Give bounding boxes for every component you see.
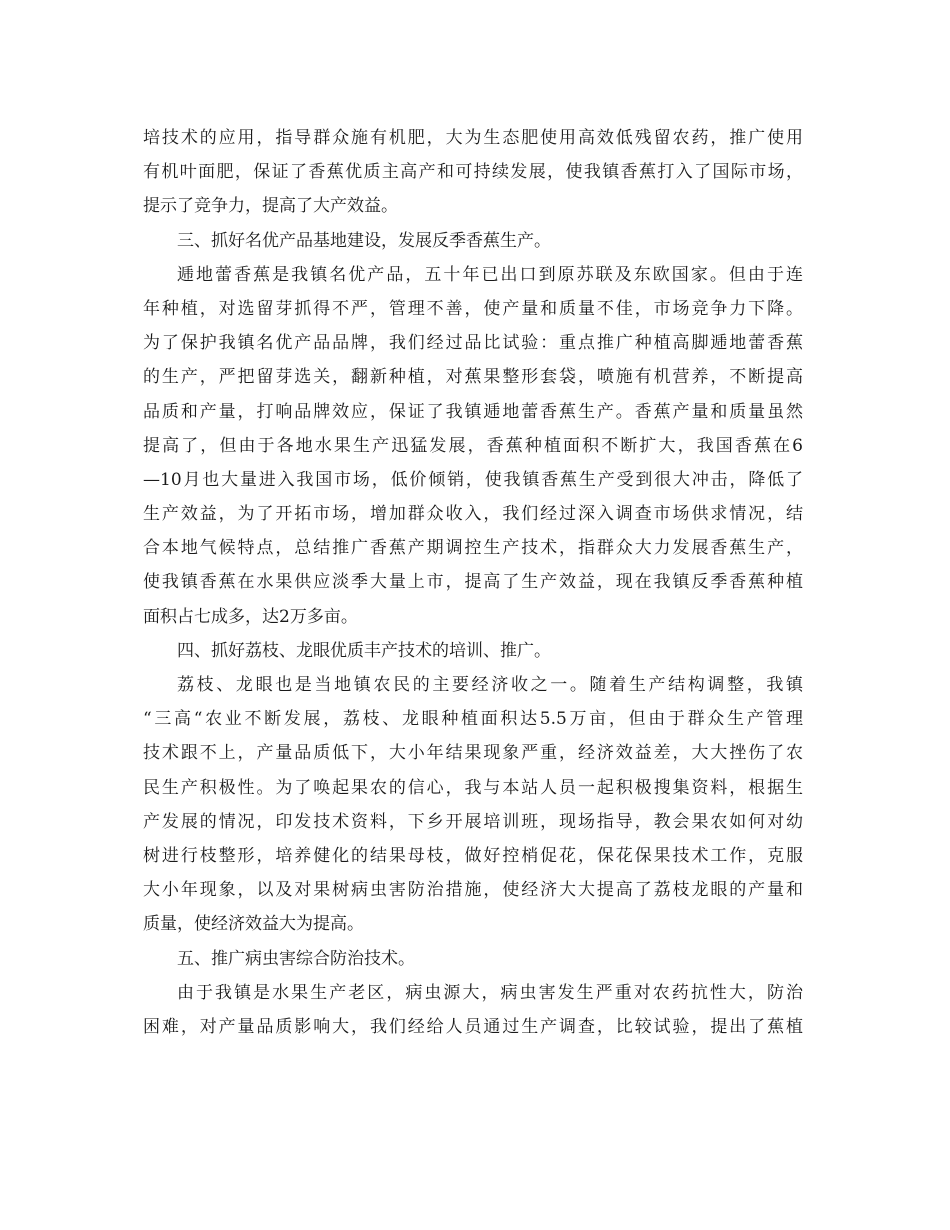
text-line: 困难，对产量品质影响大，我们经给人员通过生产调查，比较试验，提出了蕉植 xyxy=(143,1016,803,1037)
heading-text: 三、抓好名优产品基地建设，发展反季香蕉生产。 xyxy=(177,230,551,251)
text-line: 使我镇香蕉在水果供应淡季大量上市，提高了生产效益，现在我镇反季香蕉种植 xyxy=(143,572,803,593)
section-heading xyxy=(143,634,803,668)
body-paragraph xyxy=(143,121,803,224)
text-line: 大小年现象，以及对果树病虫害防治措施，使经济大大提高了荔枝龙眼的产量和 xyxy=(143,880,803,901)
text-line: 提示了竞争力，提高了大产效益。 xyxy=(143,196,398,217)
text-line: 质量，使经济效益大为提高。 xyxy=(143,914,364,935)
text-line: 逓地蕾香蕉是我镇名优产品，五十年已出口到原苏联及东欧国家。但由于连 xyxy=(177,264,803,285)
text-line: 培技术的应用，指导群众施有机肥，大为生态肥使用高效低残留农药，推广使用 xyxy=(143,128,803,148)
text-line: 荔枝、龙眼也是当地镇农民的主要经济收之一。随着生产结构调整，我镇 xyxy=(177,675,803,695)
text-line: 品质和产量，打响品牌效应，保证了我镇逓地蕾香蕉生产。香蕉产量和质量虽然 xyxy=(143,401,803,422)
text-line: 的生产，严把留芽选关，翻新种植，对蕉果整形套袋，喷施有机营养，不断提高 xyxy=(143,367,803,388)
text-line: 为了保护我镇名优产品品牌，我们经过品比试验：重点推广种植高脚逓地蕾香蕉 xyxy=(143,333,803,354)
heading-text: 五、推广病虫害综合防治技术。 xyxy=(177,948,415,969)
heading-text: 四、抓好荔枝、龙眼优质丰产技术的培训、推广。 xyxy=(177,640,551,661)
body-paragraph xyxy=(143,258,803,634)
text-line: 合本地气候特点，总结推广香蕉产期调控生产技术，指群众大力发展香蕉生产， xyxy=(143,538,803,559)
text-line: 民生产积极性。为了唤起果农的信心，我与本站人员一起积极搜集资料，根据生 xyxy=(143,777,803,798)
body-paragraph xyxy=(143,976,803,1044)
text-line: 产发展的情况，印发技术资料，下乡开展培训班，现场指导，教会果农如何对幼 xyxy=(143,811,803,832)
text-line: 提高了，但由于各地水果生产迅猛发展，香蕉种植面积不断扩大，我国香蕉在6 xyxy=(143,435,803,456)
section-heading xyxy=(143,224,803,258)
text-line: “三高“农业不断发展，荔枝、龙眼种植面积达5.5万亩，但由于群众生产管理 xyxy=(143,709,803,730)
text-line: 树进行枝整形，培养健化的结果母枝，做好控梢促花，保花保果技术工作，克服 xyxy=(143,845,803,866)
text-line: 面积占七成多，达2万多亩。 xyxy=(143,606,358,627)
document-body xyxy=(143,121,803,1044)
text-line: 由于我镇是水果生产老区，病虫源大，病虫害发生严重对农药抗性大，防治 xyxy=(177,982,803,1003)
section-heading xyxy=(143,942,803,976)
body-paragraph xyxy=(143,668,803,942)
text-line: 生产效益，为了开拓市场，增加群众收入，我们经过深入调查市场供求情况，结 xyxy=(143,504,803,525)
text-line: 有机叶面肥，保证了香蕉优质主高产和可持续发展，使我镇香蕉打入了国际市场， xyxy=(143,162,803,183)
text-line: —10月也大量进入我国市场，低价倾销，使我镇香蕉生产受到很大冲击，降低了 xyxy=(143,469,803,490)
text-line: 技术跟不上，产量品质低下，大小年结果现象严重，经济效益差，大大挫伤了农 xyxy=(143,743,803,764)
text-line: 年种植，对选留芽抓得不严，管理不善，使产量和质量不佳，市场竞争力下降。 xyxy=(143,298,803,319)
